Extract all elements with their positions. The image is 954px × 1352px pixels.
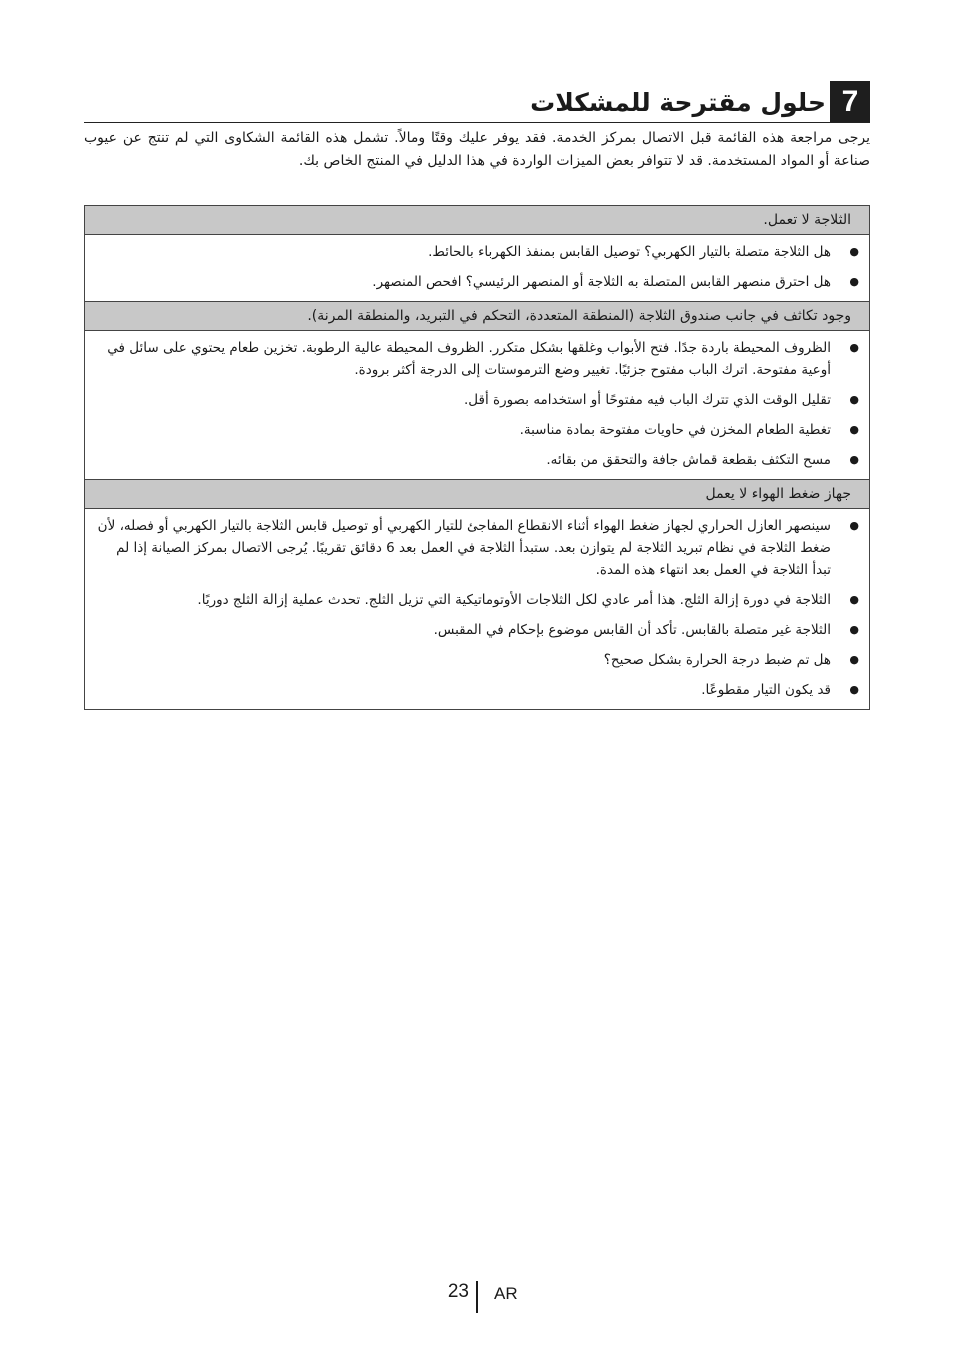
intro-paragraph: يرجى مراجعة هذه القائمة قبل الاتصال بمركز الخدمة. فقد يوفر عليك وقتًا ومالاً. تشمل هذه القائمة الشكاوى التي لم تنتج عن عيوب صناعة أو المواد المستخدمة. قد لا تتوافر بعض الميزات الواردة في هذا الدليل في المنتج الخاص بك. [84, 130, 870, 169]
item-text: تغطية الطعام المخزن في حاويات مفتوحة بمادة مناسبة. [519, 422, 831, 438]
list-item [85, 415, 869, 445]
item-text: مسح التكثف بقطعة قماش جافة والتحقق من بقائه. [546, 452, 831, 468]
section-header: وجود تكاثف في جانب صندوق الثلاجة (المنطقة المتعددة، التحكم في التبريد، والمنطقة المرنة). [85, 302, 869, 331]
item-text: هل تم ضبط درجة الحرارة بشكل صحيح؟ [603, 652, 831, 668]
list-item [85, 511, 869, 585]
bullet-icon: ● [849, 275, 859, 288]
page-footer [0, 1277, 954, 1313]
section-header: الثلاجة لا تعمل. [85, 206, 869, 235]
page-number: 23 [447, 1281, 469, 1302]
bullet-icon: ● [849, 683, 859, 696]
section-body [85, 235, 869, 302]
section-body [85, 509, 869, 709]
bullet-icon: ● [849, 653, 859, 666]
list-item [85, 615, 869, 645]
header-divider [84, 122, 870, 123]
item-text: تقليل الوقت الذي تترك الباب فيه مفتوحًا أو استخدامه بصورة أقل. [463, 392, 831, 408]
bullet-icon: ● [849, 245, 859, 258]
list-item [85, 267, 869, 297]
item-text: الثلاجة غير متصلة بالقابس. تأكد أن القابس موضوع بإحكام في المقبس. [433, 622, 831, 638]
chapter-number-badge: 7 [830, 81, 870, 123]
bullet-icon: ● [849, 393, 859, 406]
list-item [85, 333, 869, 385]
section-header: جهاز ضغط الهواء لا يعمل [85, 480, 869, 509]
list-item [85, 445, 869, 475]
language-code: AR [494, 1284, 518, 1303]
list-item [85, 385, 869, 415]
bullet-icon: ● [849, 423, 859, 436]
item-text: الثلاجة في دورة إزالة الثلج. هذا أمر عادي لكل الثلاجات الأوتوماتيكية التي تزيل الثلج. تحدث عملية إزالة الثلج دوريًا. [197, 592, 831, 608]
solution-list [85, 237, 869, 297]
bullet-icon: ● [849, 519, 859, 532]
chapter-title: حلول مقترحة للمشكلات [530, 87, 826, 117]
list-item [85, 585, 869, 615]
list-item [85, 675, 869, 705]
chapter-header [530, 81, 870, 123]
solution-list [85, 333, 869, 475]
item-text: قد يكون التيار مقطوعًا. [701, 682, 831, 698]
list-item [85, 645, 869, 675]
list-item [85, 237, 869, 267]
bullet-icon: ● [849, 593, 859, 606]
bullet-icon: ● [849, 341, 859, 354]
item-text: سينصهر العازل الحراري لجهاز ضغط الهواء أثناء الانقطاع المفاجئ للتيار الكهربي أو توصيل قابس الثلاجة بالتيار الكهربي أو فصله، لأن ضغط الثلاجة في نظام تبريد الثلاجة لم يتوازن بعد. ستبدأ الثلاجة في العمل بعد 6 دقائق تقريبًا. يُرجى الاتصال بمركز الصيانة إذا لم تبدأ الثلاجة في العمل بعد انتهاء هذه المدة. [97, 518, 831, 578]
bullet-icon: ● [849, 623, 859, 636]
footer-divider [476, 1281, 478, 1313]
troubleshooting-table [84, 205, 870, 710]
item-text: هل الثلاجة متصلة بالتيار الكهربي؟ توصيل القابس بمنفذ الكهرباء بالحائط. [428, 244, 831, 260]
solution-list [85, 511, 869, 705]
bullet-icon: ● [849, 453, 859, 466]
section-body [85, 331, 869, 480]
item-text: الظروف المحيطة باردة جدًا. فتح الأبواب وغلقها بشكل متكرر. الظروف المحيطة عالية الرطوبة. تخزين طعام يحتوي على سائل في أوعية مفتوحة. اترك الباب مفتوح جزئيًا. تغيير وضع الترموستات إلى الدرجة أكثر برودة. [107, 340, 831, 378]
item-text: هل احترق منصهر القابس المتصلة به الثلاجة أو المنصهر الرئيسي؟ افحص المنصهر. [372, 274, 831, 290]
